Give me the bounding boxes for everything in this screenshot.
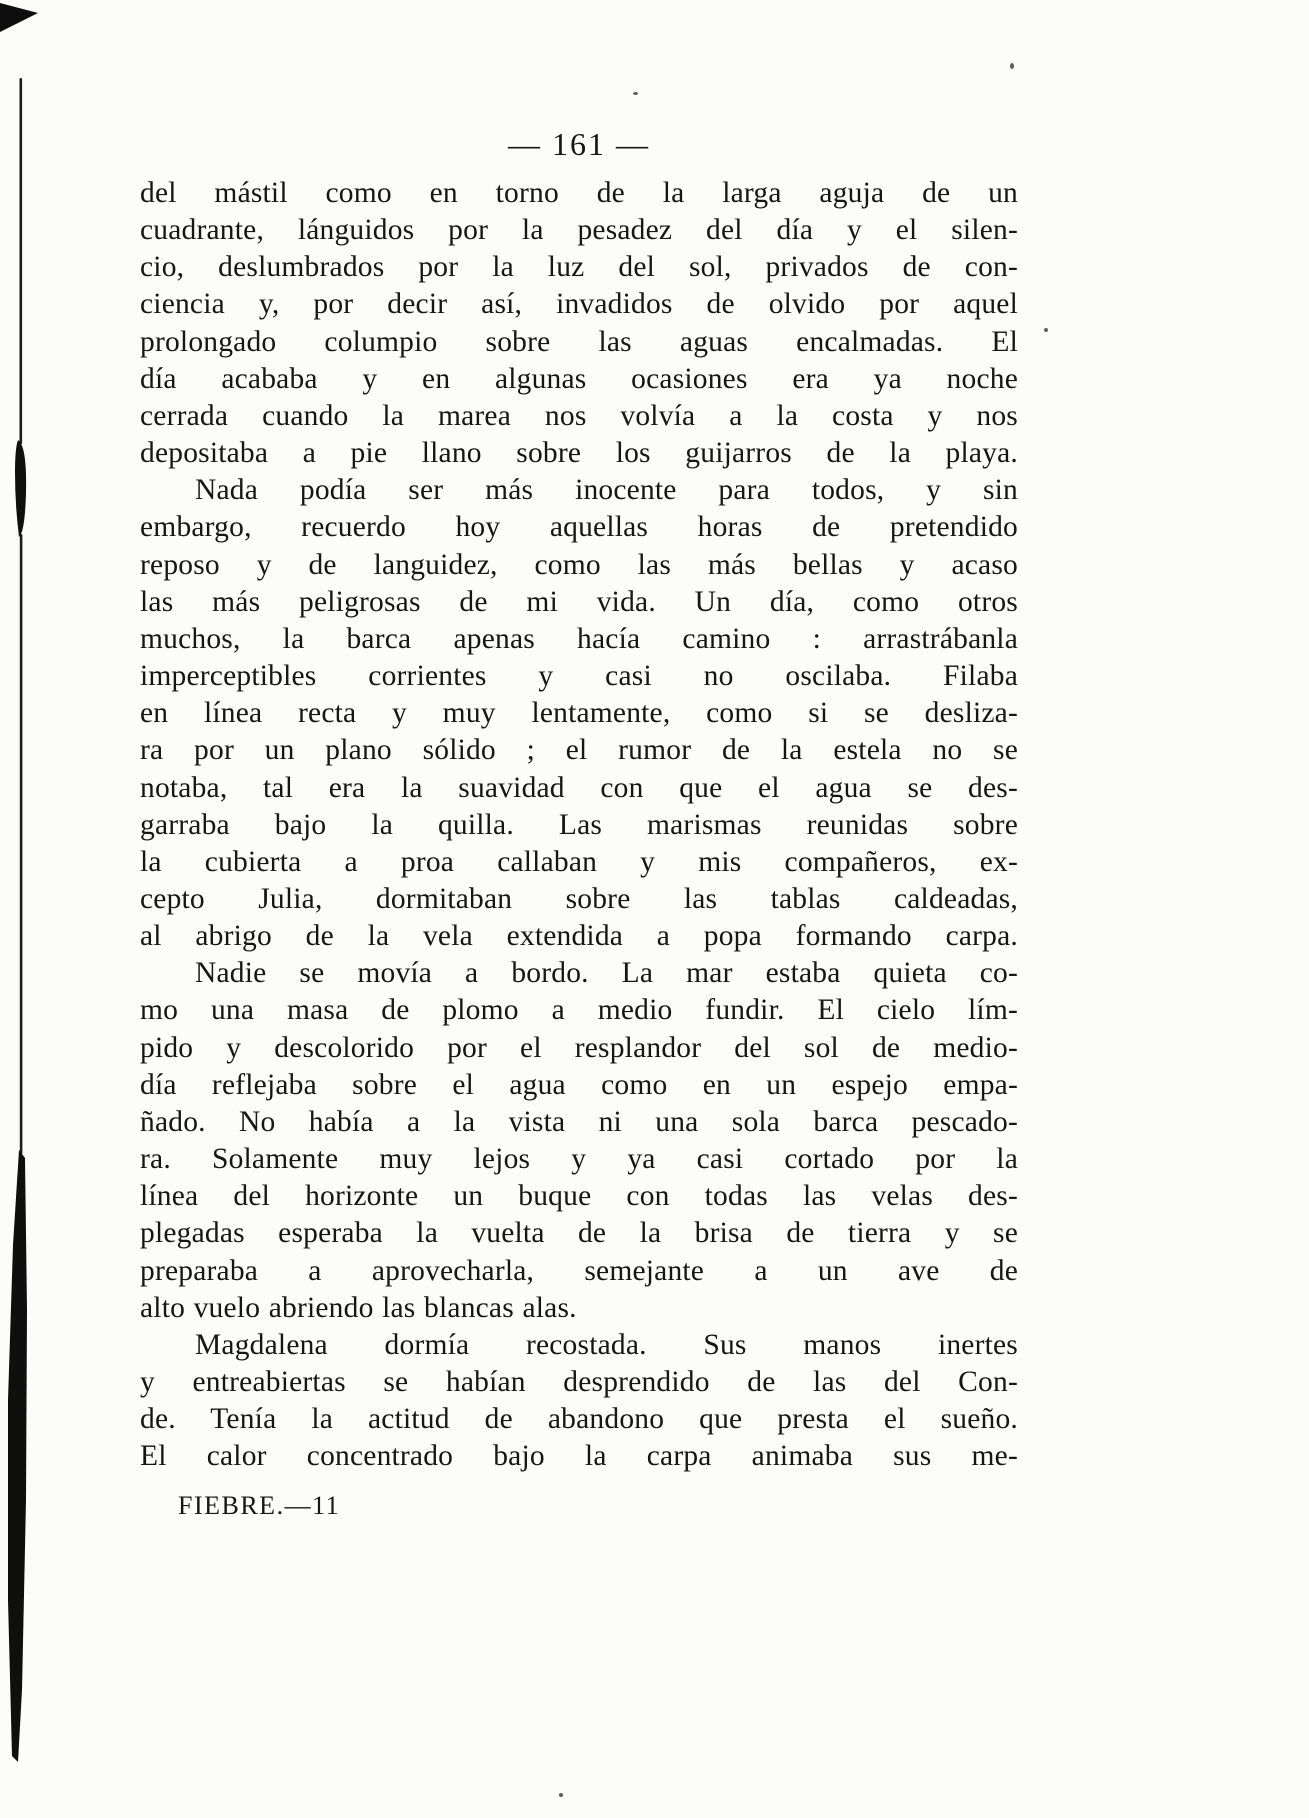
scan-speck — [1010, 63, 1014, 69]
text-line: línea del horizonte un buque con todas las velas des- — [140, 1180, 1018, 1213]
text-line: Magdalena dormía recostada. Sus manos inertes — [195, 1328, 1018, 1361]
text-line: El calor concentrado bajo la carpa animaba sus me- — [140, 1440, 1018, 1473]
text-line: alto vuelo abriendo las blancas alas. — [140, 1291, 577, 1324]
text-line: del mástil como en torno de la larga aguja de un — [140, 177, 1018, 209]
text-line: cuadrante, lánguidos por la pesadez del día y el silen- — [140, 214, 1018, 247]
text-line: garraba bajo la quilla. Las marismas reunidas sobre — [140, 808, 1018, 841]
text-line: reposo y de languidez, como las más bellas y acaso — [140, 548, 1018, 581]
text-line: muchos, la barca apenas hacía camino : arrastrábanla — [140, 622, 1018, 655]
scan-speck — [1044, 328, 1048, 332]
text-line: y entreabiertas se habían desprendido de las del Con- — [140, 1366, 1018, 1398]
paragraph — [140, 175, 1018, 472]
body-paragraphs — [140, 175, 1018, 1475]
text-line: pido y descolorido por el resplandor del sol de medio- — [140, 1031, 1018, 1064]
text-line: cio, deslumbrados por la luz del sol, privados de con- — [140, 251, 1018, 284]
text-line: ra por un plano sólido ; el rumor de la estela no se — [140, 734, 1018, 767]
text-line: preparaba a aprovecharla, semejante a un ave de — [140, 1254, 1018, 1287]
text-line: de. Tenía la actitud de abandono que presta el sueño. — [140, 1403, 1018, 1436]
text-line: depositaba a pie llano sobre los guijarros de la playa. — [140, 437, 1018, 470]
text-line: plegadas esperaba la vuelta de la brisa de tierra y se — [140, 1217, 1018, 1250]
text-line: la cubierta a proa callaban y mis compañeros, ex- — [140, 845, 1018, 878]
page-number: — 161 — — [508, 126, 650, 162]
scan-binding-artifact — [0, 0, 60, 1818]
text-line: mo una masa de plomo a medio fundir. El cielo lím- — [140, 994, 1018, 1027]
text-line: día reflejaba sobre el agua como en un espejo empa- — [140, 1068, 1018, 1101]
paragraph — [140, 472, 1018, 955]
corner-wedge-artifact — [0, 3, 38, 32]
text-line: Nadie se movía a bordo. La mar estaba quieta co- — [195, 957, 1018, 990]
text-line: las más peligrosas de mi vida. Un día, como otros — [140, 585, 1018, 618]
scan-speck — [633, 92, 638, 95]
text-column — [140, 126, 1018, 1521]
running-footer: FIEBRE.—11 — [178, 1491, 341, 1521]
text-line: cerrada cuando la marea nos volvía a la costa y nos — [140, 399, 1018, 432]
text-line: Nada podía ser más inocente para todos, y sin — [195, 474, 1018, 507]
scan-speck — [559, 1793, 563, 1797]
text-line: al abrigo de la vela extendida a popa formando carpa. — [140, 920, 1018, 953]
text-line: embargo, recuerdo hoy aquellas horas de pretendido — [140, 511, 1018, 544]
text-line: imperceptibles corrientes y casi no oscilaba. Filaba — [140, 660, 1018, 693]
text-line: ra. Solamente muy lejos y ya casi cortado por la — [140, 1143, 1018, 1176]
text-line: día acababa y en algunas ocasiones era ya noche — [140, 362, 1018, 395]
paragraph — [140, 1327, 1018, 1476]
text-line: cepto Julia, dormitaban sobre las tablas caldeadas, — [140, 882, 1018, 915]
text-line: prolongado columpio sobre las aguas encalmadas. El — [140, 325, 1018, 358]
text-line: ciencia y, por decir así, invadidos de olvido por aquel — [140, 288, 1018, 321]
text-line: notaba, tal era la suavidad con que el agua se des- — [140, 771, 1018, 804]
text-line: ñado. No había a la vista ni una sola barca pescado- — [140, 1105, 1018, 1138]
text-line: en línea recta y muy lentamente, como si se desliza- — [140, 697, 1018, 730]
paragraph — [140, 955, 1018, 1327]
